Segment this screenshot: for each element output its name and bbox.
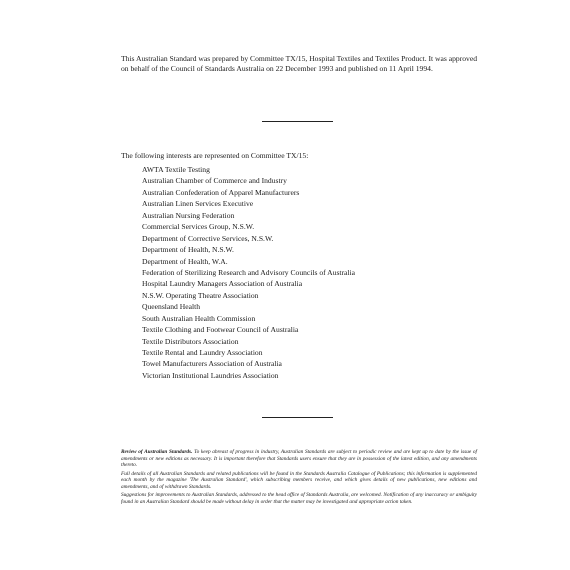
committee-member: N.S.W. Operating Theatre Association — [142, 290, 259, 300]
committee-heading: The following interests are represented on Committee TX/15: — [121, 151, 309, 160]
committee-member: Towel Manufacturers Association of Australia — [142, 359, 282, 369]
review-paragraph-2: Full details of all Australian Standards and related publications will be found in the Standards Australia Catalogue of Publications; this information is supplemented each month by the magazine 'The Australian Standard', which subscribing members receive, and which gives details of new publications, new editions and amendments, and of withdrawn Standards. — [121, 470, 477, 491]
committee-member: Australian Confederation of Apparel Manufacturers — [142, 187, 300, 197]
committee-member: Department of Health, N.S.W. — [142, 245, 234, 255]
committee-member: Department of Corrective Services, N.S.W. — [142, 233, 274, 243]
committee-member-list — [121, 164, 501, 381]
review-notice-heading: Review of Australian Standards. — [121, 449, 193, 455]
committee-member: Textile Rental and Laundry Association — [142, 348, 263, 357]
committee-section — [121, 151, 501, 381]
committee-member: Queensland Health — [142, 302, 200, 312]
section-divider-bottom — [262, 417, 333, 418]
committee-member: Department of Health, W.A. — [142, 256, 228, 266]
committee-member: Textile Clothing and Footwear Council of Australia — [142, 325, 299, 335]
committee-member: Commercial Services Group, N.S.W. — [142, 222, 255, 232]
review-notice — [121, 449, 477, 507]
committee-member: South Australian Health Commission — [142, 313, 256, 323]
review-paragraph-1 — [121, 449, 477, 469]
committee-member: Australian Nursing Federation — [142, 210, 235, 220]
committee-member: Victorian Institutional Laundries Association — [142, 370, 279, 380]
committee-member: Australian Linen Services Executive — [142, 199, 254, 209]
preparation-statement: This Australian Standard was prepared by Committee TX/15, Hospital Textiles and Textiles Product. It was approved on behalf of the Council of Standards Australia on 22 December 1993 and published on 11 April 1994. — [121, 54, 477, 73]
committee-member: Federation of Sterilizing Research and Advisory Councils of Australia — [142, 267, 356, 277]
committee-member: AWTA Textile Testing — [142, 165, 210, 174]
review-paragraph-3: Suggestions for improvements to Australian Standards, addressed to the head office of Standards Australia, are welcomed. Notification of any inaccuracy or ambiguity found in an Australian Standard should be made without delay in order that the matter may be investigated and appropriate action taken. — [121, 492, 477, 505]
review-paragraph-1-text: To keep abreast of progress in industry, Australian Standards are subject to periodic review and are kept up to date by the issue of amendments or new editions as necessary. It is important therefore that Standards users ensure that they are in possession of the latest edition, and any amendments thereto. — [121, 449, 478, 469]
committee-member: Hospital Laundry Managers Association of Australia — [142, 279, 303, 289]
committee-member: Australian Chamber of Commerce and Industry — [142, 176, 287, 186]
section-divider-top — [262, 121, 333, 122]
committee-member: Textile Distributors Association — [142, 336, 239, 346]
